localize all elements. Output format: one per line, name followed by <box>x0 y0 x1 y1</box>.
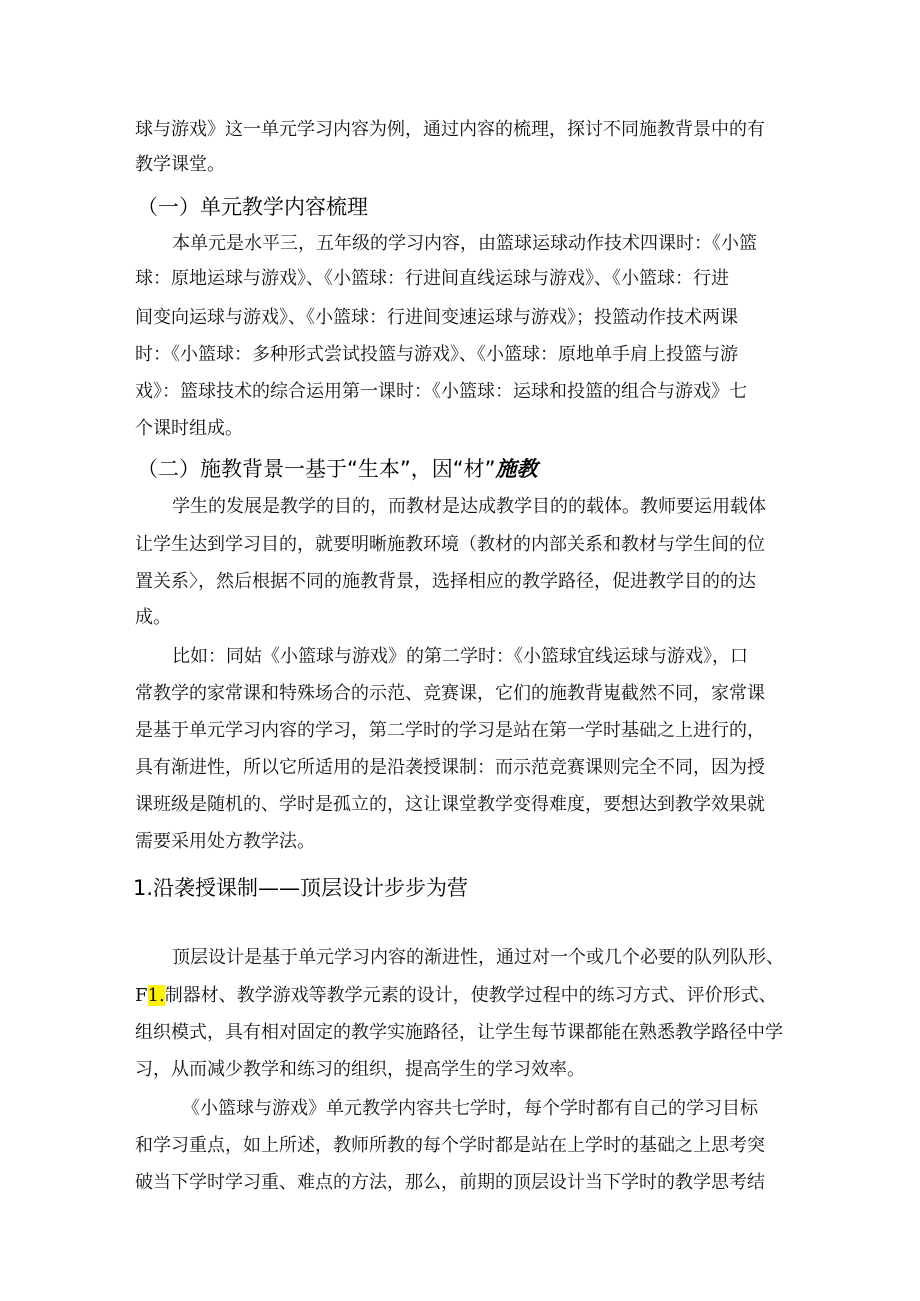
paragraph-line: 学生的发展是教学的目的，而教材是达成教学目的的载体。教师要运用载体 <box>172 496 766 517</box>
paragraph-line: 《小篮球与游戏》单元教学内容共七学时，每个学时都有自己的学习目标 <box>182 1098 758 1119</box>
paragraph-line: 教学课堂。 <box>135 154 225 175</box>
line-prefix: F <box>135 985 148 1006</box>
paragraph-line: 间变向运球与游戏》、《小篮球：行进间变速运球与游戏》；投篮动作技术两课 <box>135 307 738 328</box>
paragraph-line: 戏》：篮球技术的综合运用第一课时：《小篮球：运球和投篮的组合与游戏》七 <box>135 381 747 402</box>
subsection-heading-number: 1 <box>133 876 147 900</box>
paragraph-line: 比如：同姑《小篮球与游戏》的第二学时：《小篮球宜线运球与游戏》，口 <box>172 646 748 667</box>
paragraph-line: 球与游戏》这一单元学习内容为例，通过内容的梳理，探讨不同施教背景中的有 <box>135 119 765 140</box>
paragraph-line: 组织模式，具有相对固定的教学实施路径，让学生每节课都能在熟悉教学路径中学 <box>135 1022 783 1043</box>
paragraph-line: 常教学的家常课和特殊场合的示范、竞赛课，它们的施教背嵬截然不同，家常课 <box>135 683 765 704</box>
section-heading-1: （一）单元教学内容梳理 <box>137 195 368 219</box>
paragraph-line: 本单元是水平三，五年级的学习内容，由篮球运球动作技术四课时：《小篮 <box>172 233 757 254</box>
subsection-heading-text: .沿袭授课制——顶层设计步步为营 <box>146 876 469 900</box>
paragraph-line: 置关系〉，然后根据不同的施教背景，选择相应的教学路径，促进教学目的的达 <box>135 571 756 592</box>
paragraph-line: 课班级是随机的、学时是孤立的，这让课堂教学变得难度，要想达到教学效果就 <box>135 794 765 815</box>
highlighted-text: 1. <box>147 985 165 1006</box>
paragraph-line: 是基于单元学习内容的学习，第二学时的学习是站在第一学时基础之上进行的， <box>135 720 765 741</box>
section-heading-2 <box>137 455 538 483</box>
paragraph-line: 习，从而减少教学和练习的组织，提高学生的学习效率。 <box>135 1059 585 1080</box>
paragraph-line: 具有渐进性，所以它所适用的是沿袭授课制：而示范竞赛课则完全不同，因为授 <box>135 757 765 778</box>
paragraph-line: 成。 <box>135 607 171 628</box>
paragraph-line: 顶层设计是基于单元学习内容的渐进性，通过对一个或几个必要的队列队形、 <box>172 947 784 968</box>
section-heading-2-text: （二）施教背景一基于“生本”，因“材” <box>137 457 496 481</box>
paragraph-line: 让学生达到学习目的，就要明晰施教环境（教材的内部关系和教材与学生间的位 <box>135 534 765 555</box>
paragraph-line: 时：《小篮球：多种形式尝试投篮与游戏》、《小篮球：原地单手肩上投篮与游 <box>135 344 738 365</box>
line-rest: 制器材、教学游戏等教学元素的设计，使教学过程中的练习方式、评价形式、 <box>164 985 777 1006</box>
paragraph-line: 个课时组成。 <box>135 418 243 439</box>
section-heading-2-emphasis: 施教 <box>495 457 538 481</box>
paragraph-line: 和学习重点，如上所述，教师所教的每个学时都是站在上学时的基础之上思考突 <box>135 1135 765 1156</box>
paragraph-line <box>135 984 777 1008</box>
subsection-heading <box>133 874 468 902</box>
paragraph-line: 需要采用处方教学法。 <box>135 831 315 852</box>
paragraph-line: 球：原地运球与游戏》、《小篮球：行进间直线运球与游戏》、《小篮球：行进 <box>135 268 729 289</box>
paragraph-line: 破当下学时学习重、难点的方法，那么，前期的顶层设计当下学时的教学思考结 <box>135 1172 765 1193</box>
